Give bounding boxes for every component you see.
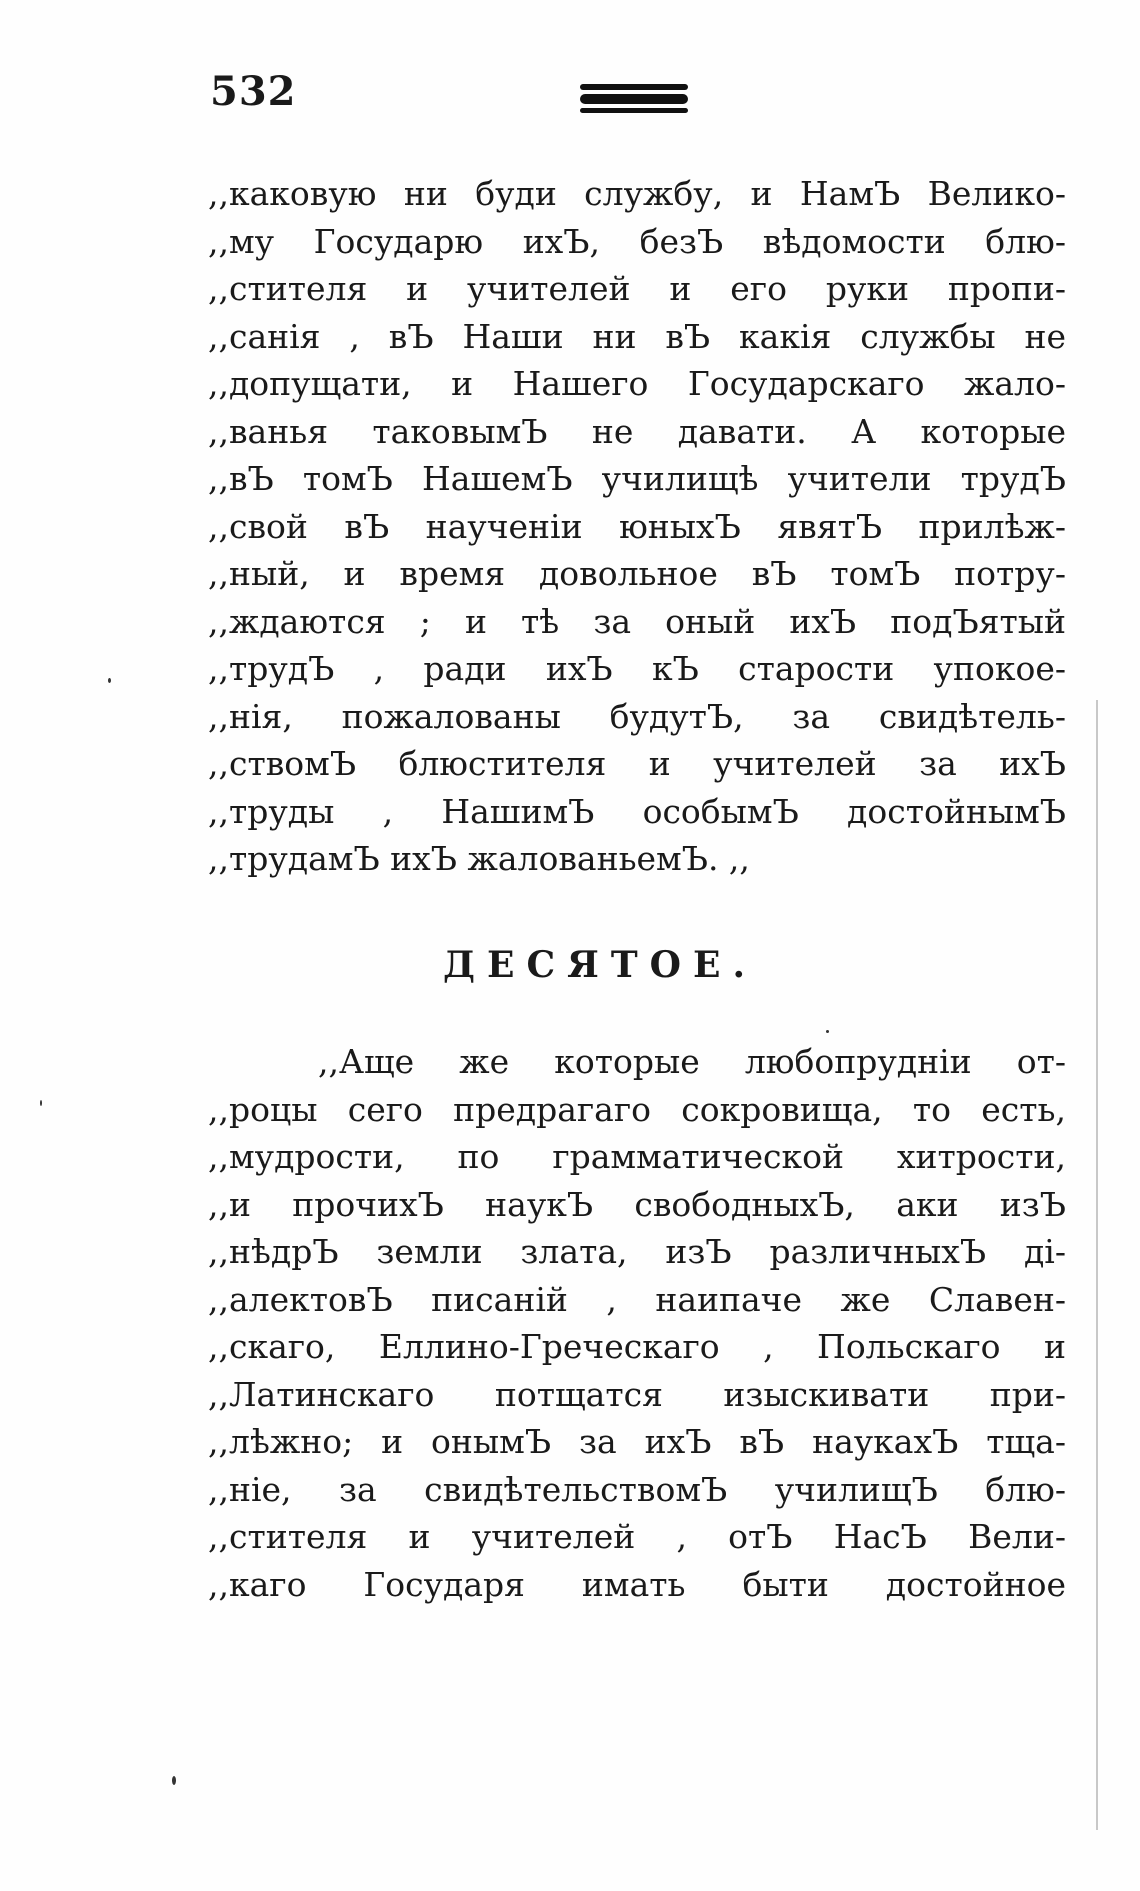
ornament-bar-bottom [580,108,688,113]
ornament-bar-middle [580,94,688,104]
ink-speck [108,678,111,683]
ornament-bar-top [580,84,688,90]
binding-edge-line [1096,700,1098,1830]
text-line: ,,трудЪ , ради ихЪ кЪ старости упокое- [208,649,1066,688]
text-line: ,,нія, пожалованы будутЪ, за свидѣтель- [208,696,1066,736]
text-line: ,,каковую ни буди службу, и НамЪ Велико- [208,174,1066,213]
text-line: ,,и прочихЪ наукЪ свободныхЪ, аки изЪ [208,1184,1066,1224]
paragraph-1 [208,170,1066,883]
text-line: ,,ствомЪ блюстителя и учителей за ихЪ [208,744,1066,783]
text-line: ,,мудрости, по грамматической хитрости, [208,1137,1066,1176]
text-line: ,,свой вЪ наученіи юныхЪ явятЪ прилѣж- [208,506,1066,546]
text-line: ,,вЪ томЪ НашемЪ училищѣ учители трудЪ [208,459,1066,498]
text-line: ,,нѣдрЪ земли злата, изЪ различныхЪ ді- [208,1232,1066,1271]
text-line: ,,стителя и учителей и его руки пропи- [208,269,1066,308]
text-line: ,,допущати, и Нашего Государскаго жало- [208,364,1066,403]
text-line: ,,роцы сего предрагаго сокровища, то есть, [208,1089,1066,1129]
text-line: ,,му Государю ихЪ, безЪ вѣдомости блю- [208,221,1066,261]
text-line: ,,Латинскаго потщатся изыскивати при- [208,1374,1066,1414]
text-line: ,,ванья таковымЪ не давати. А которые [208,411,1066,451]
text-line: ,,санія , вЪ Наши ни вЪ какія службы не [208,316,1066,356]
text-line: ,,ный, и время довольное вЪ томЪ потру- [208,554,1066,593]
text-line: ,,алектовЪ писаній , наипаче же Славен- [208,1279,1066,1319]
ink-speck [826,1030,829,1033]
ink-speck [40,1100,42,1106]
header-ornament [580,84,688,114]
paragraph-2 [208,1038,1066,1608]
text-line: ,,трудамЪ ихЪ жалованьемЪ. ,, [208,839,750,878]
page-number: 532 [210,68,297,115]
text-line: ,,каго Государя имать быти достойное [208,1564,1066,1604]
text-line: ,,труды , НашимЪ особымЪ достойнымЪ [208,791,1066,831]
text-line: ,,ніе, за свидѣтельствомЪ училищЪ блю- [208,1469,1066,1509]
section-heading: ДЕСЯТОЕ. [443,944,757,986]
text-line: ,,стителя и учителей , отЪ НасЪ Вели- [208,1517,1066,1556]
text-line: ,,скаго, Еллино-Греческаго , Польскаго и [208,1327,1066,1366]
text-line: ,,Аще же которые любопрудніи от- [318,1042,1066,1081]
text-line: ,,лѣжно; и онымЪ за ихЪ вЪ наукахЪ тща- [208,1422,1066,1461]
ink-speck [172,1776,176,1785]
text-line: ,,ждаются ; и тѣ за оный ихЪ подЪятый [208,601,1066,641]
